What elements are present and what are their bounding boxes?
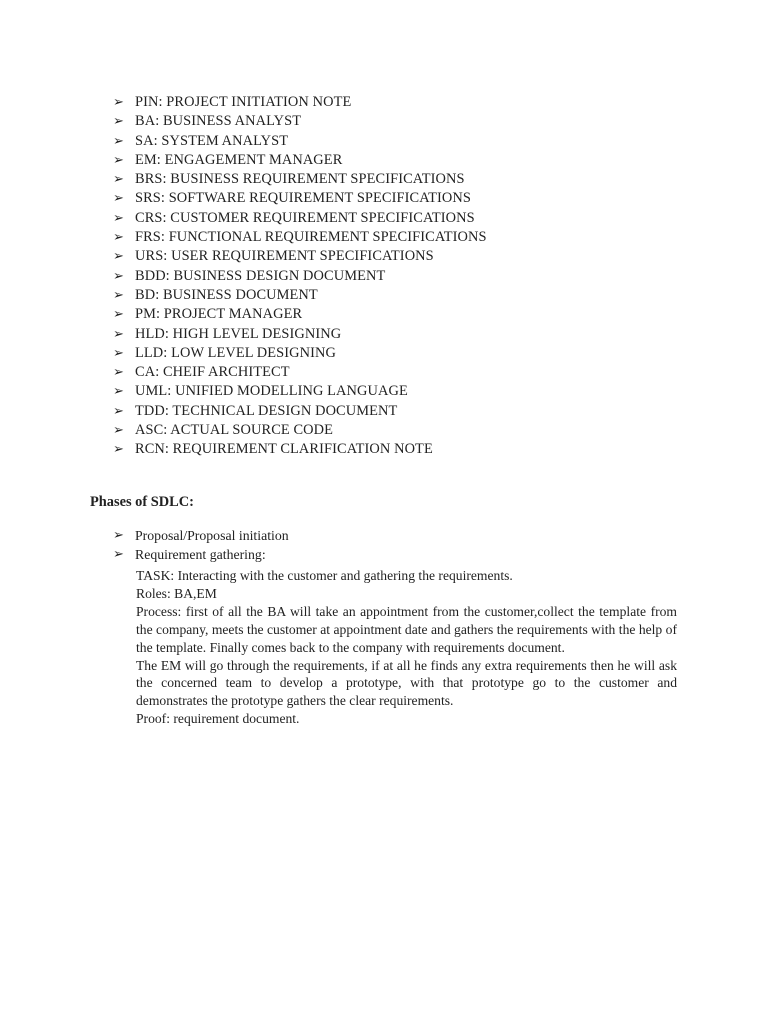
abbreviation-text: FRS: FUNCTIONAL REQUIREMENT SPECIFICATIONS	[135, 229, 487, 246]
arrowhead-bullet-icon: ➢	[113, 326, 124, 342]
abbreviation-text: CA: CHEIF ARCHITECT	[135, 364, 290, 381]
list-item	[113, 93, 487, 112]
abbreviation-text: TDD: TECHNICAL DESIGN DOCUMENT	[135, 402, 398, 419]
roles-line: Roles: BA,EM	[136, 585, 217, 601]
arrowhead-bullet-icon: ➢	[113, 546, 124, 562]
list-item	[113, 151, 487, 170]
phase-label: Proposal/Proposal initiation	[135, 528, 289, 543]
list-item	[113, 132, 487, 151]
abbreviation-text: PIN: PROJECT INITIATION NOTE	[135, 94, 352, 110]
arrowhead-bullet-icon: ➢	[113, 210, 124, 226]
list-item	[113, 189, 487, 208]
arrowhead-bullet-icon: ➢	[113, 345, 124, 361]
list-item	[113, 228, 487, 247]
abbreviation-text: RCN: REQUIREMENT CLARIFICATION NOTE	[135, 441, 433, 458]
phase-list	[113, 527, 678, 564]
proof-line: Proof: requirement document.	[136, 711, 300, 727]
abbreviation-text: BD: BUSINESS DOCUMENT	[135, 286, 318, 303]
list-item	[113, 247, 487, 266]
list-item	[113, 325, 487, 344]
abbreviation-text: HLD: HIGH LEVEL DESIGNING	[135, 325, 342, 342]
list-item	[113, 305, 487, 324]
list-item	[113, 382, 487, 401]
process-paragraph: Process: first of all the BA will take an appointment from the customer,collect the template from the company, meets the customer at appointment date and gathers the requirements with the help of the template. Finally comes back to the company with requirements document.	[136, 603, 677, 655]
list-item	[113, 112, 487, 131]
list-item	[113, 402, 487, 421]
list-item	[113, 527, 678, 546]
abbreviation-text: UML: UNIFIED MODELLING LANGUAGE	[135, 383, 408, 400]
arrowhead-bullet-icon: ➢	[113, 403, 124, 419]
phase-label: Requirement gathering:	[135, 546, 266, 562]
arrowhead-bullet-icon: ➢	[113, 95, 124, 110]
requirement-gathering-details	[136, 567, 677, 728]
list-item	[113, 267, 487, 286]
abbreviation-text: SRS: SOFTWARE REQUIREMENT SPECIFICATIONS	[135, 190, 471, 207]
abbreviation-text: BDD: BUSINESS DESIGN DOCUMENT	[135, 267, 386, 284]
abbreviation-text: ASC: ACTUAL SOURCE CODE	[135, 422, 334, 439]
abbreviation-text: EM: ENGAGEMENT MANAGER	[135, 151, 343, 168]
list-item	[113, 344, 487, 363]
list-item	[113, 286, 487, 305]
list-item	[113, 421, 487, 440]
arrowhead-bullet-icon: ➢	[113, 365, 124, 381]
em-paragraph: The EM will go through the requirements, if at all he finds any extra requirements then he will ask the concerned team to develop a prototype, with that prototype go to the customer and demonstrates the prototype gathers the clear requirements.	[136, 657, 677, 709]
arrowhead-bullet-icon: ➢	[113, 133, 124, 149]
arrowhead-bullet-icon: ➢	[113, 268, 124, 284]
abbreviation-text: URS: USER REQUIREMENT SPECIFICATIONS	[135, 248, 434, 265]
list-item	[113, 363, 487, 382]
arrowhead-bullet-icon: ➢	[113, 423, 124, 439]
abbreviation-text: PM: PROJECT MANAGER	[135, 306, 303, 323]
arrowhead-bullet-icon: ➢	[113, 152, 124, 168]
arrowhead-bullet-icon: ➢	[113, 249, 124, 265]
section-heading: Phases of SDLC:	[90, 494, 194, 510]
arrowhead-bullet-icon: ➢	[113, 230, 124, 246]
arrowhead-bullet-icon: ➢	[113, 172, 124, 188]
abbreviation-text: SA: SYSTEM ANALYST	[135, 132, 289, 149]
abbreviation-text: LLD: LOW LEVEL DESIGNING	[135, 344, 337, 361]
arrowhead-bullet-icon: ➢	[113, 528, 124, 543]
list-item	[113, 440, 487, 459]
arrowhead-bullet-icon: ➢	[113, 384, 124, 400]
abbreviation-text: BA: BUSINESS ANALYST	[135, 113, 302, 130]
arrowhead-bullet-icon: ➢	[113, 307, 124, 323]
list-item	[113, 209, 487, 228]
task-line: TASK: Interacting with the customer and gathering the requirements.	[136, 568, 513, 583]
abbreviation-list	[113, 93, 487, 460]
abbreviation-text: CRS: CUSTOMER REQUIREMENT SPECIFICATIONS	[135, 209, 475, 226]
arrowhead-bullet-icon: ➢	[113, 287, 124, 303]
arrowhead-bullet-icon: ➢	[113, 442, 124, 458]
arrowhead-bullet-icon: ➢	[113, 191, 124, 207]
list-item	[113, 546, 678, 565]
list-item	[113, 170, 487, 189]
arrowhead-bullet-icon: ➢	[113, 114, 124, 130]
abbreviation-text: BRS: BUSINESS REQUIREMENT SPECIFICATIONS	[135, 171, 465, 188]
